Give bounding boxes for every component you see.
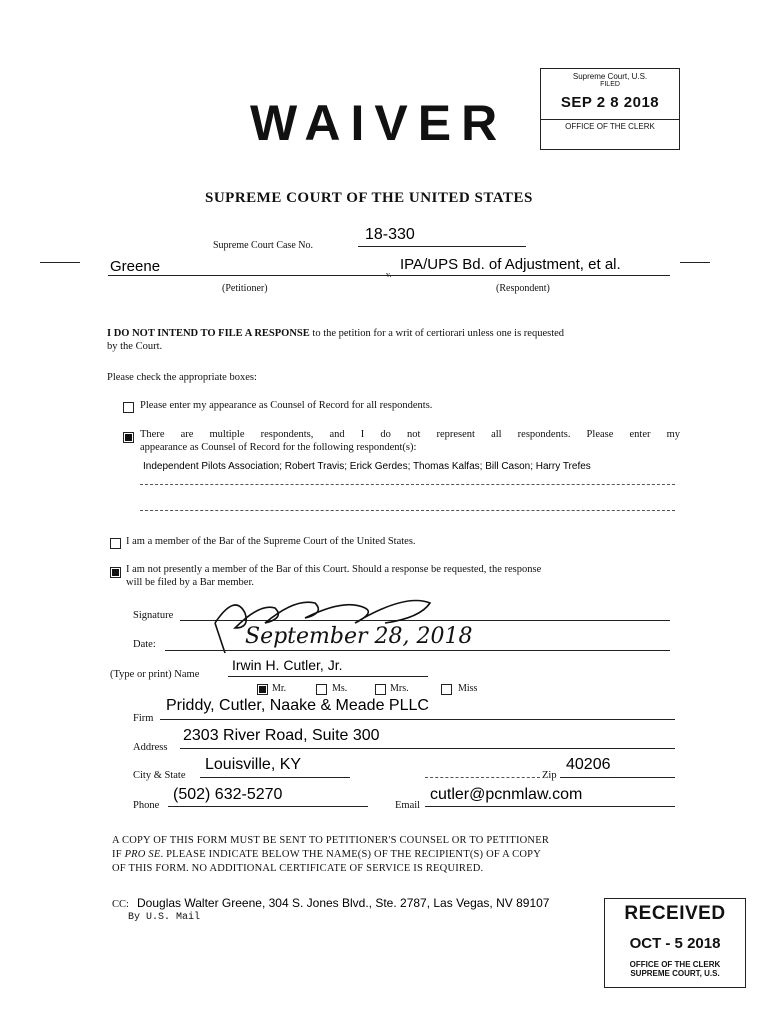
firm-value: Priddy, Cutler, Naake & Meade PLLC — [166, 697, 429, 714]
title-ms-label: Ms. — [332, 683, 348, 694]
title-miss-checkbox[interactable] — [441, 684, 452, 695]
address-value: 2303 River Road, Suite 300 — [183, 727, 380, 744]
title-mrs-label: Mrs. — [390, 683, 409, 694]
title-mrs-checkbox[interactable] — [375, 684, 386, 695]
statement — [107, 327, 677, 340]
filed-stamp-date: SEP 2 8 2018 — [560, 94, 660, 111]
respondent-label: (Respondent) — [496, 283, 550, 294]
not-bar-member-line2: will be filed by a Bar member. — [126, 577, 255, 588]
firm-label: Firm — [133, 713, 154, 724]
page-title: WAIVER — [250, 95, 508, 151]
statement-line2: by the Court. — [107, 341, 163, 352]
all-respondents-label: Please enter my appearance as Counsel of Record for all respondents. — [140, 400, 433, 411]
date-label: Date: — [133, 639, 156, 650]
versus-label: v. — [386, 270, 392, 279]
filed-stamp-office: OFFICE OF THE CLERK — [541, 119, 679, 131]
signature-image — [205, 583, 445, 663]
zip-label: Zip — [542, 770, 557, 781]
city-label: City & State — [133, 770, 186, 781]
name-label: (Type or print) Name — [110, 669, 200, 680]
filed-stamp-court: Supreme Court, U.S. — [572, 72, 648, 81]
received-stamp-date: OCT - 5 2018 — [629, 935, 721, 952]
petitioner-label: (Petitioner) — [222, 283, 268, 294]
signature-label: Signature — [133, 610, 174, 621]
cc-method: By U.S. Mail — [128, 912, 201, 923]
cc-value: Douglas Walter Greene, 304 S. Jones Blvd., Ste. 2787, Las Vegas, NV 89107 — [137, 896, 550, 910]
instructions: Please check the appropriate boxes: — [107, 372, 257, 383]
respondents-list: Independent Pilots Association; Robert Travis; Erick Gerdes; Thomas Kalfas; Bill Cason; Harry Trefes — [143, 461, 591, 472]
not-bar-member-line1: I am not presently a member of the Bar of this Court. Should a response be requested, the response — [126, 564, 542, 575]
respondent-value: IPA/UPS Bd. of Adjustment, et al. — [400, 256, 621, 273]
not-bar-member-checkbox[interactable] — [110, 567, 121, 578]
copy-notice-line1: A COPY OF THIS FORM MUST BE SENT TO PETITIONER'S COUNSEL OR TO PETITIONER — [112, 835, 550, 846]
title-ms-checkbox[interactable] — [316, 684, 327, 695]
copy-notice-line2 — [112, 848, 541, 861]
received-stamp — [604, 898, 746, 988]
received-stamp-office: OFFICE OF THE CLERK — [629, 960, 721, 969]
zip-value: 40206 — [566, 756, 611, 773]
multiple-respondents-checkbox[interactable] — [123, 432, 134, 443]
statement-bold: I DO NOT INTEND TO FILE A RESPONSE — [107, 328, 310, 339]
title-mr-label: Mr. — [272, 683, 287, 694]
title-miss-label: Miss — [458, 683, 478, 694]
multiple-respondents-label-line2: appearance as Counsel of Record for the following respondent(s): — [140, 442, 417, 453]
copy-notice-line3: OF THIS FORM. NO ADDITIONAL CERTIFICATE OF SERVICE IS REQUIRED. — [112, 863, 484, 874]
cc-label: CC: — [112, 899, 129, 910]
filed-stamp-filed: FILED — [600, 81, 620, 88]
multiple-respondents-label-line1: There are multiple respondents, and I do not represent all respondents. Please enter my — [140, 429, 680, 440]
city-value: Louisville, KY — [205, 756, 302, 773]
address-label: Address — [133, 742, 168, 753]
petitioner-value: Greene — [110, 258, 161, 275]
filed-stamp — [540, 68, 680, 150]
statement-rest: to the petition for a writ of certiorari unless one is requested — [312, 328, 565, 339]
copy-notice-rest: . PLEASE INDICATE BELOW THE NAME(S) OF THE RECIPIENT(S) OF A COPY — [160, 849, 541, 860]
date-value: September 28, 2018 — [245, 624, 473, 649]
bar-member-checkbox[interactable] — [110, 538, 121, 549]
case-number-label: Supreme Court Case No. — [213, 240, 313, 251]
phone-label: Phone — [133, 800, 160, 811]
copy-notice-if: IF — [112, 849, 125, 860]
received-stamp-court: SUPREME COURT, U.S. — [630, 969, 720, 978]
case-number-value: 18-330 — [365, 226, 415, 243]
court-heading: SUPREME COURT OF THE UNITED STATES — [205, 190, 533, 206]
received-stamp-title: RECEIVED — [624, 903, 726, 924]
email-label: Email — [395, 800, 421, 811]
copy-notice-pro-se: PRO SE — [124, 849, 161, 860]
email-value: cutler@pcnmlaw.com — [430, 786, 583, 803]
all-respondents-checkbox[interactable] — [123, 402, 134, 413]
bar-member-label: I am a member of the Bar of the Supreme Court of the United States. — [126, 536, 416, 547]
name-value: Irwin H. Cutler, Jr. — [232, 657, 343, 673]
phone-value: (502) 632-5270 — [173, 786, 283, 803]
title-mr-checkbox[interactable] — [257, 684, 268, 695]
